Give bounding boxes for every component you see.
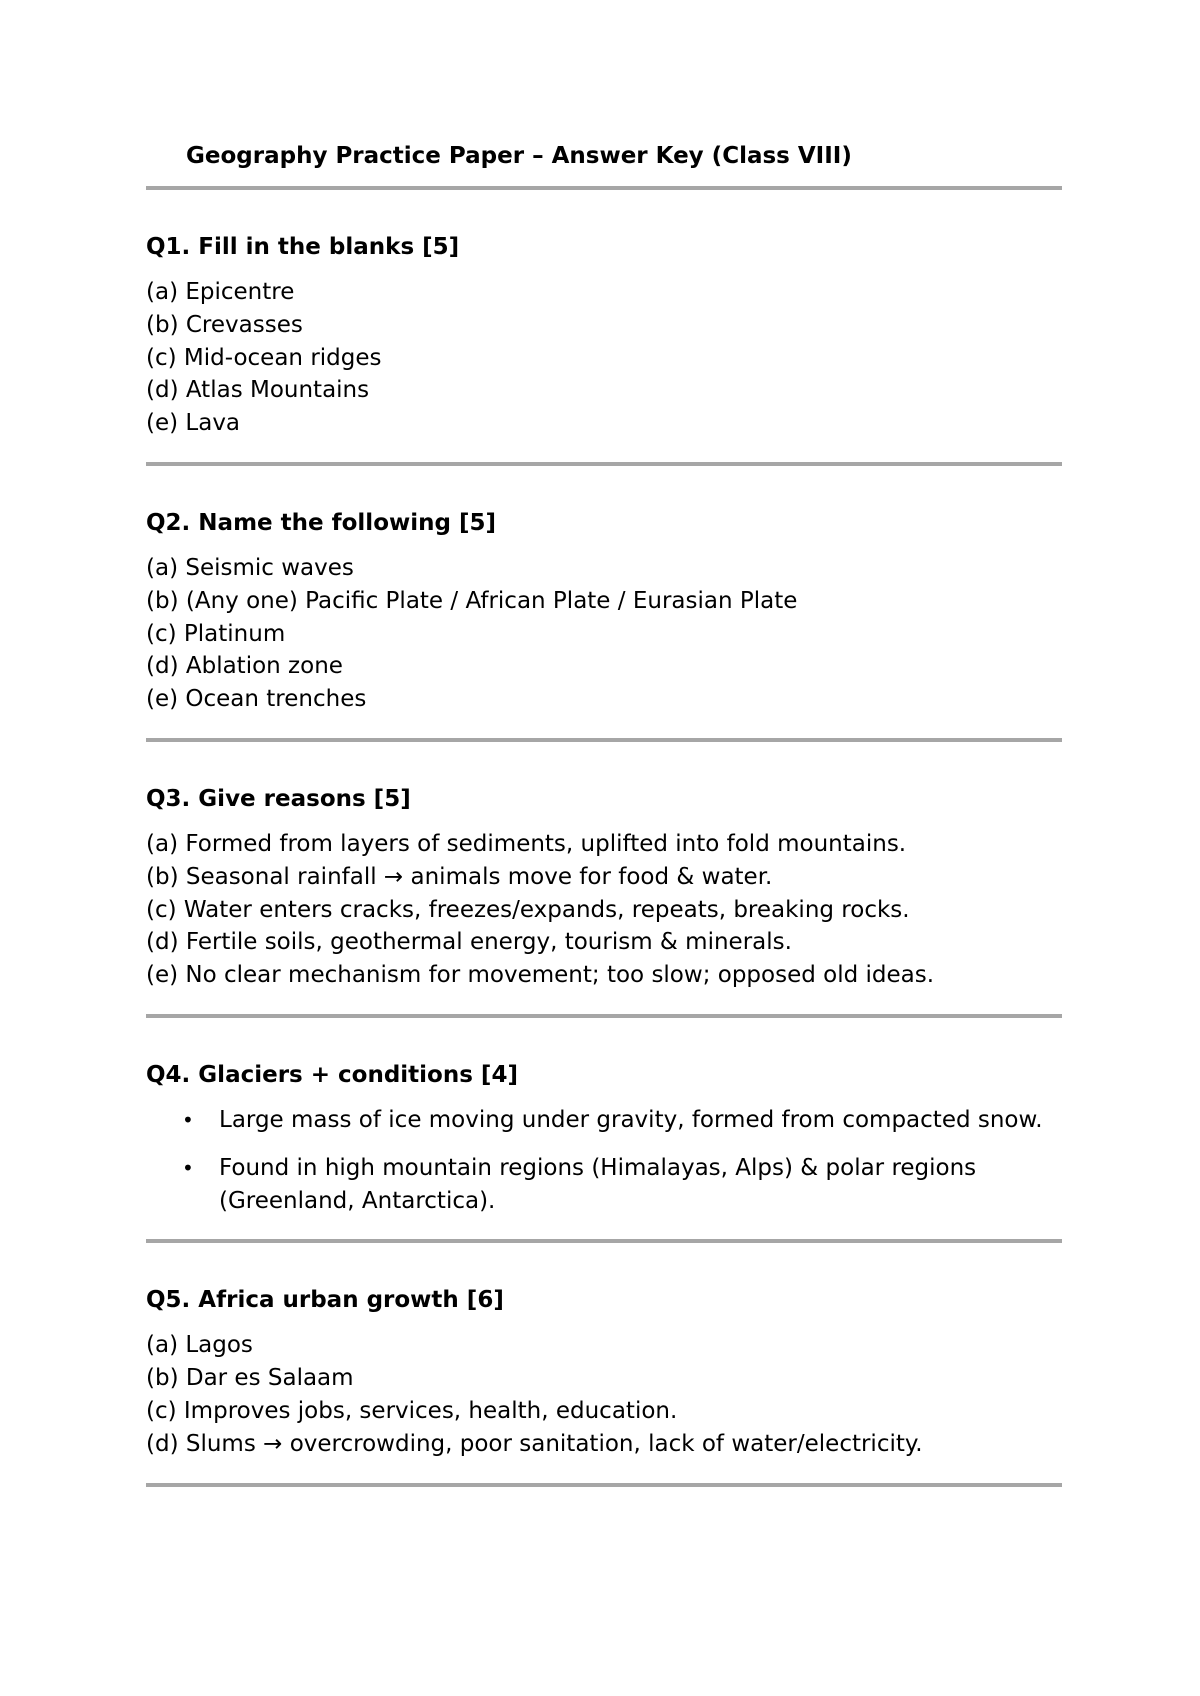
question-heading: Q2. Name the following [5] xyxy=(146,509,496,536)
answer-line: (d) Atlas Mountains xyxy=(146,377,370,404)
bullet-text: Large mass of ice moving under gravity, formed from compacted snow. xyxy=(219,1106,1043,1133)
answer-line: (c) Mid-ocean ridges xyxy=(146,344,382,371)
answer-line: (b) Dar es Salaam xyxy=(146,1365,354,1392)
answer-key-page xyxy=(146,140,1062,1487)
answer-line: (d) Slums → overcrowding, poor sanitation, lack of water/electricity. xyxy=(146,1430,923,1457)
question-5 xyxy=(146,1243,1062,1482)
answer-line: (a) Epicentre xyxy=(146,279,295,305)
answer-line: (b) Crevasses xyxy=(146,311,303,338)
question-2 xyxy=(146,466,1062,738)
answer-line: (a) Lagos xyxy=(146,1332,253,1359)
bullet-list xyxy=(146,1104,1062,1217)
bullet-text: Found in high mountain regions (Himalayas, Alps) & polar regions (Greenland, Antarctica). xyxy=(219,1154,977,1214)
answer-line: (e) Ocean trenches xyxy=(146,686,367,713)
answer-line: (a) Seismic waves xyxy=(146,554,354,581)
question-heading: Q4. Glaciers + conditions [4] xyxy=(146,1061,518,1088)
answer-line: (d) Fertile soils, geothermal energy, tourism & minerals. xyxy=(146,929,792,956)
answer-line: (a) Formed from layers of sediments, uplifted into fold mountains. xyxy=(146,830,907,857)
answer-line: (d) Ablation zone xyxy=(146,653,343,680)
answer-line: (b) Seasonal rainfall → animals move for food & water. xyxy=(146,863,773,890)
bullet-icon: • xyxy=(182,1107,194,1132)
question-heading: Q1. Fill in the blanks [5] xyxy=(146,234,460,260)
question-heading: Q3. Give reasons [5] xyxy=(146,785,411,812)
question-4 xyxy=(146,1018,1062,1239)
answer-line: (c) Platinum xyxy=(146,620,286,647)
answer-line: (e) No clear mechanism for movement; too slow; opposed old ideas. xyxy=(146,962,935,989)
answer-line: (b) (Any one) Pacific Plate / African Plate / Eurasian Plate xyxy=(146,587,798,614)
section-divider xyxy=(146,1483,1062,1487)
bullet-item xyxy=(146,1104,1062,1137)
bullet-icon: • xyxy=(182,1155,194,1180)
question-1 xyxy=(146,190,1062,462)
answer-line: (c) Improves jobs, services, health, education. xyxy=(146,1397,678,1424)
bullet-item xyxy=(146,1152,1062,1218)
question-heading: Q5. Africa urban growth [6] xyxy=(146,1287,504,1314)
answer-line: (c) Water enters cracks, freezes/expands, repeats, breaking rocks. xyxy=(146,896,910,923)
answer-line: (e) Lava xyxy=(146,410,241,437)
question-3 xyxy=(146,742,1062,1014)
page-title: Geography Practice Paper – Answer Key (Class VIII) xyxy=(186,143,852,169)
